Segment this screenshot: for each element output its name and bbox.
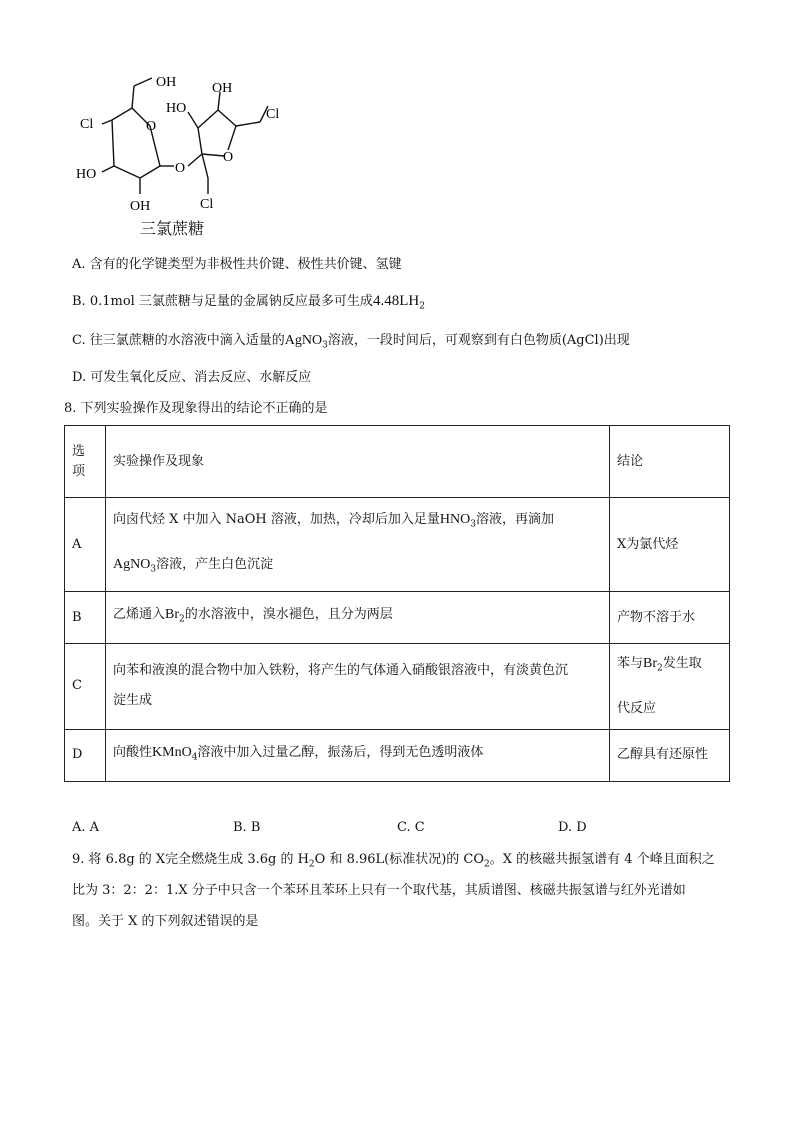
row-conclusion: X为氯代烃 (610, 498, 730, 592)
header-conclusion: 结论 (610, 426, 730, 498)
sucralose-structure (68, 66, 308, 216)
table-row (65, 644, 730, 730)
atom-label: OH (212, 81, 233, 96)
atom-label: OH (156, 75, 177, 90)
row-operation: 向苯和液溴的混合物中加入铁粉，将产生的气体通入硝酸银溶液中，有淡黄色沉 淀生成 (106, 644, 610, 730)
row-conclusion: 乙醇具有还原性 (610, 729, 730, 781)
row-conclusion: 产物不溶于水 (610, 592, 730, 644)
row-operation: 乙烯通入$Br_2$的水溶液中，溴水褪色，且分为两层 (106, 592, 610, 644)
q8-stem: 8. 下列实验操作及现象得出的结论不正确的是 (64, 401, 328, 416)
row-label: B (65, 592, 106, 644)
q7-option-b: B. 0.1mol 三氯蔗糖与足量的金属钠反应最多可生成$4.48LH_2$ (72, 293, 425, 312)
atom-label: O (146, 119, 157, 134)
atom-label: Cl (80, 117, 94, 132)
row-operation: 向酸性KMnO$_4$溶液中加入过量乙醇，振荡后，得到无色透明液体 (106, 729, 610, 781)
row-label: A (65, 498, 106, 592)
choice-c[interactable]: C. C (397, 820, 425, 835)
row-operation: 向卤代烃 X 中加入 NaOH 溶液，加热，冷却后加入足量$HNO_3$溶液，再滴加 AgNO$_3$溶液，产生白色沉淀 (106, 498, 610, 592)
q9-line2: 比为 3：2：2：1.X 分子中只含一个苯环且苯环上只有一个取代基，其质谱图、核磁共振氢谱与红外光谱如 (72, 883, 686, 898)
header-operation: 实验操作及现象 (106, 426, 610, 498)
atom-label: Cl (266, 107, 280, 122)
row-conclusion: 苯与$Br_2$发生取 代反应 (610, 644, 730, 730)
table-row (65, 426, 730, 498)
q7-option-c: C. 往三氯蔗糖的水溶液中滴入适量的AgNO$_3$溶液，一段时间后，可观察到有白色物质(AgCl)出现 (72, 333, 630, 351)
row-label: D (65, 729, 106, 781)
q8-table (64, 425, 730, 782)
atom-label: HO (166, 101, 187, 116)
header-option: 选 项 (65, 426, 106, 498)
figure-caption: 三氯蔗糖 (140, 219, 205, 238)
table-row (65, 729, 730, 781)
atom-label: O (175, 161, 186, 176)
choice-d[interactable]: D. D (558, 820, 587, 835)
atom-label: Cl (200, 197, 214, 212)
choice-a[interactable]: A. A (72, 820, 100, 835)
choice-b[interactable]: B. B (233, 820, 261, 835)
q8-choices (0, 820, 794, 840)
q7-option-d: D. 可发生氧化反应、消去反应、水解反应 (72, 370, 312, 385)
row-label: C (65, 644, 106, 730)
table-row (65, 498, 730, 592)
table-row (65, 592, 730, 644)
atom-label: OH (130, 199, 151, 214)
q7-option-a: A. 含有的化学键类型为非极性共价键、极性共价键、氢键 (72, 257, 402, 272)
q9-line1: 9. 将 6.8g 的 X完全燃烧生成 3.6g 的 $H_2O$ 和 8.96L(标准状况)的 $CO_2$。X 的核磁共振氢谱有 4 个峰且面积之 (72, 852, 715, 870)
atom-label: O (223, 150, 234, 165)
q9-line3: 图。关于 X 的下列叙述错误的是 (72, 914, 259, 929)
atom-label: HO (76, 167, 97, 182)
